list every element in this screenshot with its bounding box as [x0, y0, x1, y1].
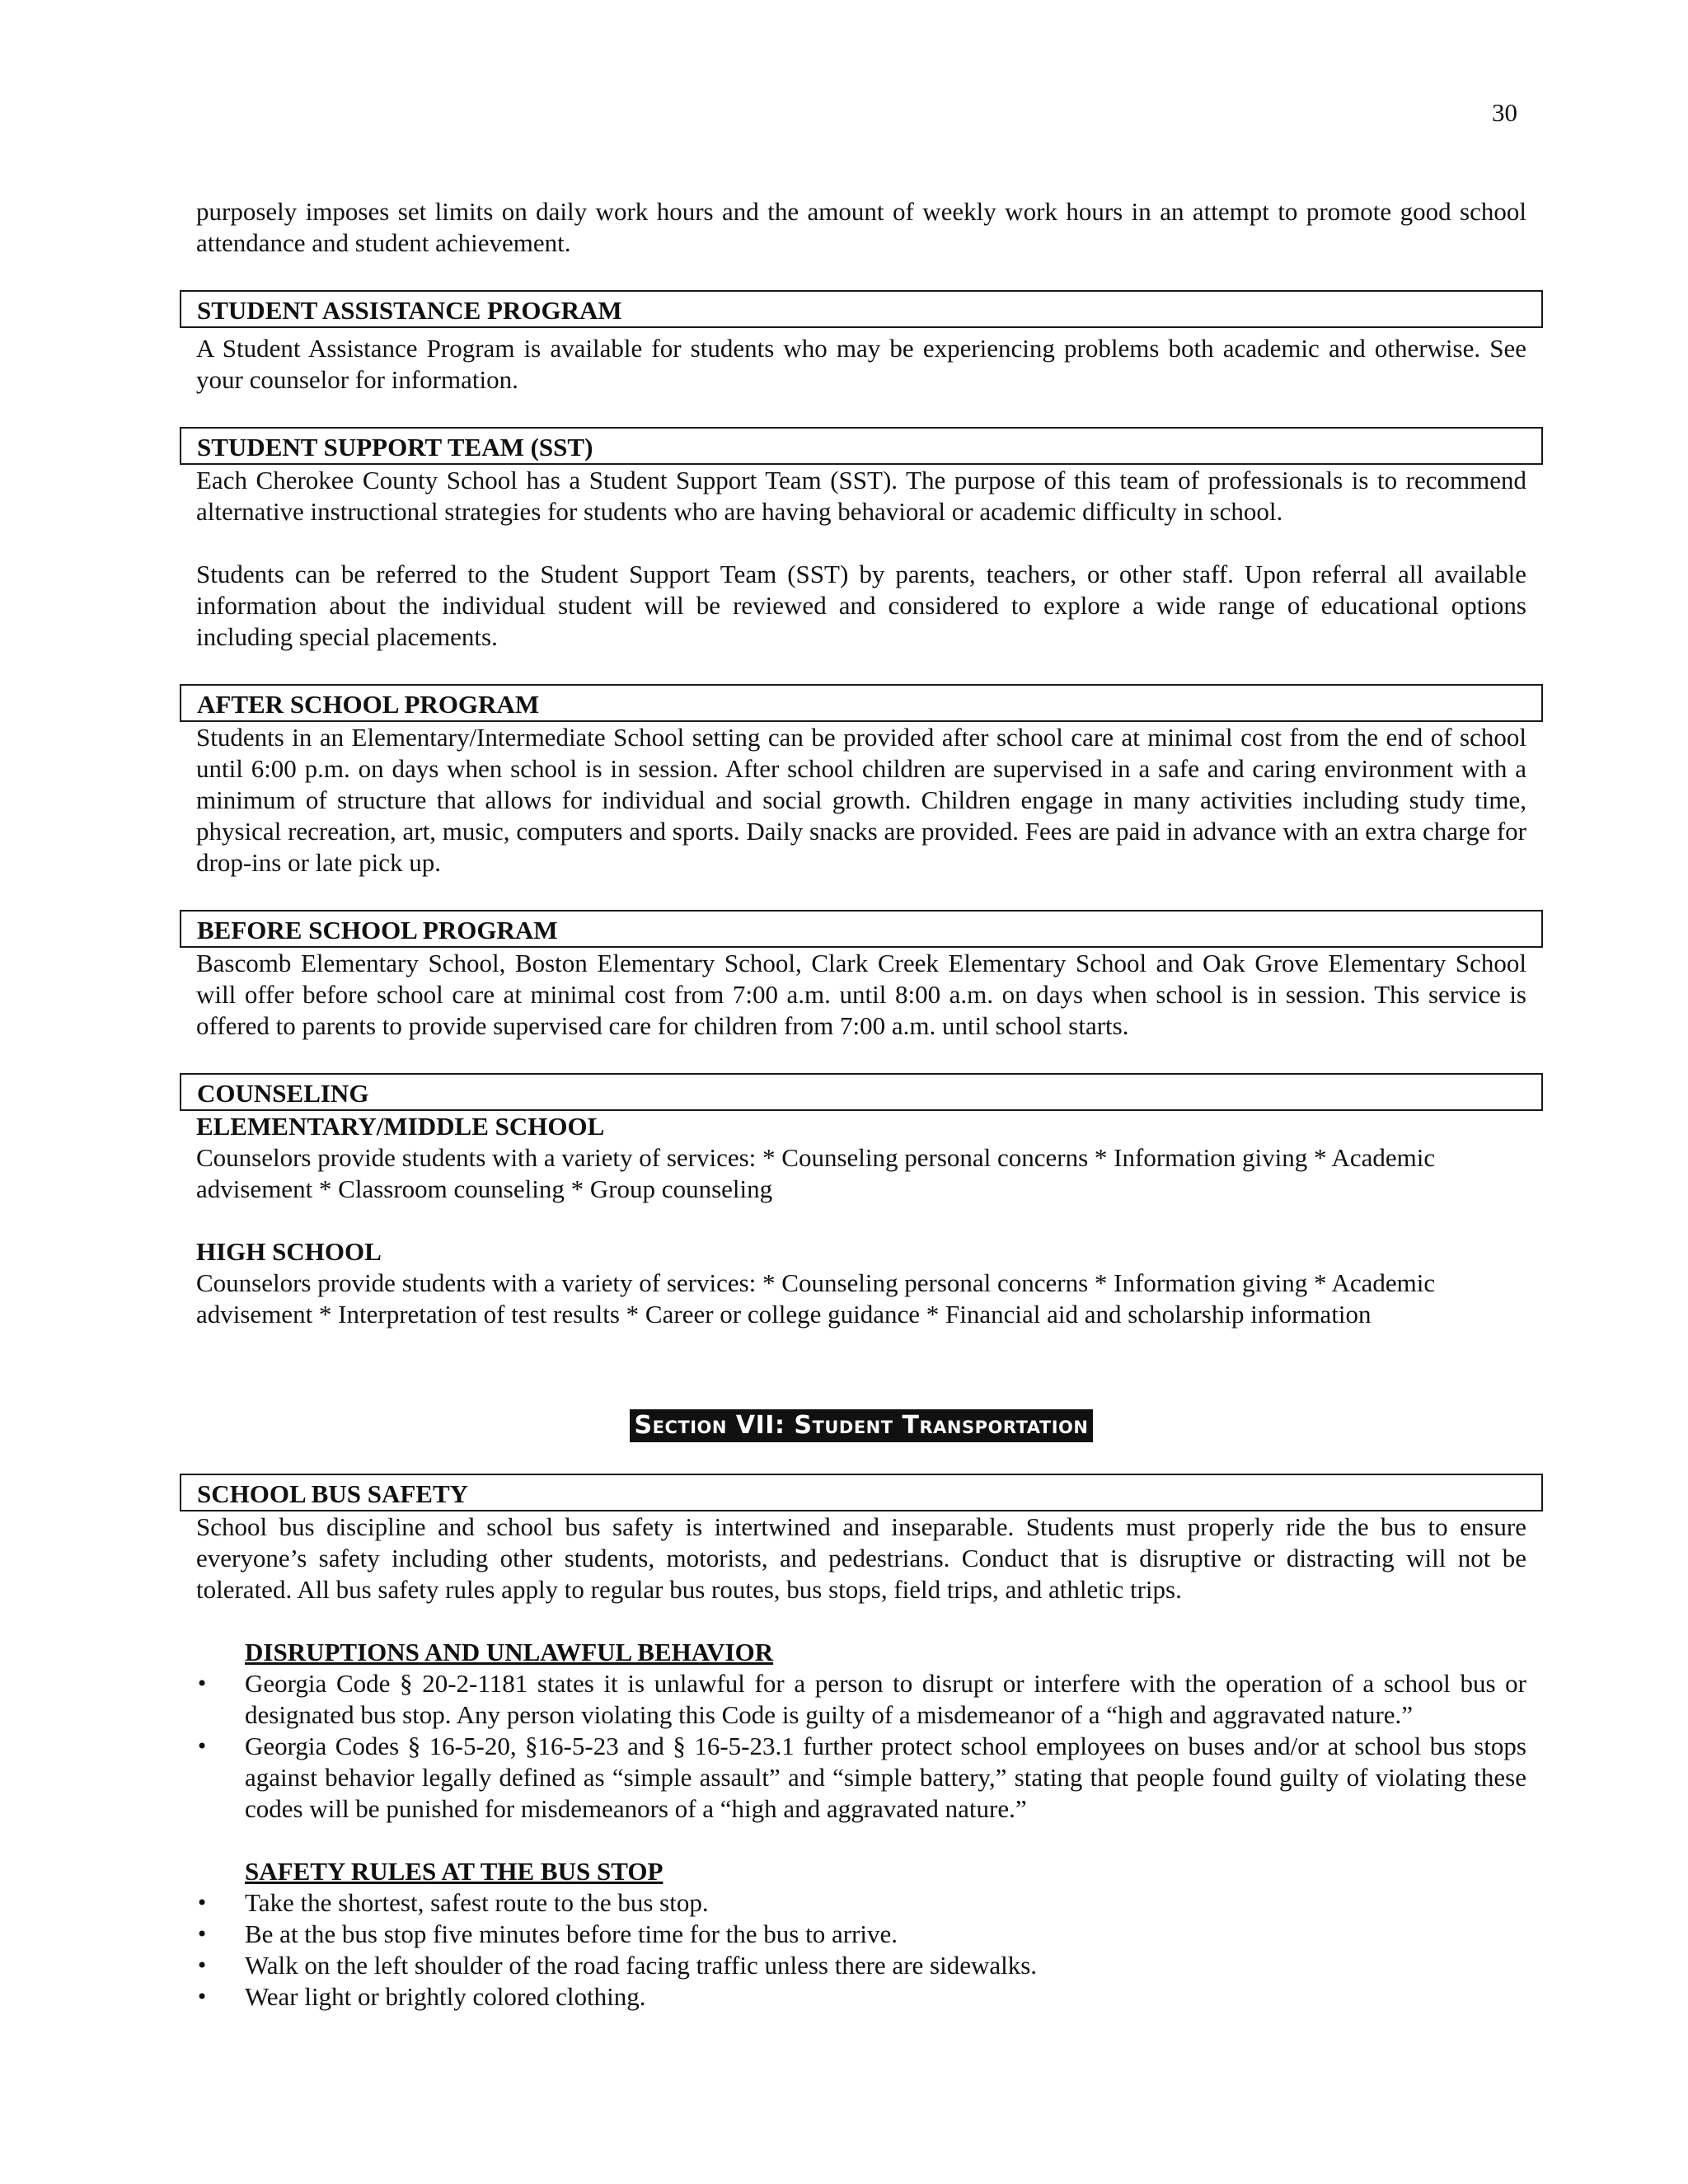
- school-bus-safety-paragraph: School bus discipline and school bus safety is intertwined and inseparable. Students must properly ride the bus to ensure everyone’s safety including other students, motorists, and pedestrians. Conduct that is disruptive or distracting will not be tolerated. All bus safety rules apply to regular bus routes, bus stops, field trips, and athletic trips.: [196, 1512, 1526, 1604]
- bullet-icon: •: [196, 1735, 209, 1758]
- bullet-icon: •: [196, 1891, 209, 1915]
- elementary-middle-paragraph: Counselors provide students with a variety of services: * Counseling personal concerns * Information giving * Academic advisement * Classroom counseling * Group counseling: [196, 1143, 1436, 1203]
- before-school-paragraph: Bascomb Elementary School, Boston Elementary School, Clark Creek Elementary School and Oak Grove Elementary School will offer before school care at minimal cost from 7:00 a.m. until 8:00 a.m. on days when school is in session. This service is offered to parents to provide supervised care for children from 7:00 a.m. until school starts.: [196, 949, 1526, 1040]
- high-school-heading: HIGH SCHOOL: [196, 1237, 382, 1266]
- list-item-text: Georgia Code § 20-2-1181 states it is unlawful for a person to disrupt or interfere with the operation of a school bus or designated bus stop. Any person violating this Code is guilty of a misdemeanor of a “high and aggravated nature.”: [245, 1669, 1526, 1729]
- school-bus-safety-heading: SCHOOL BUS SAFETY: [180, 1474, 1543, 1511]
- bullet-icon: •: [196, 1985, 209, 2008]
- disruptions-list: [196, 1668, 1526, 1825]
- section-title: Section VII: Student Transportation: [630, 1409, 1094, 1442]
- list-item: [196, 1887, 1526, 1919]
- bullet-icon: •: [196, 1672, 209, 1695]
- bus-stop-rules-heading: SAFETY RULES AT THE BUS STOP: [245, 1857, 663, 1886]
- after-school-paragraph: Students in an Elementary/Intermediate School setting can be provided after school care at minimal cost from the end of school until 6:00 p.m. on days when school is in session. After school children are supervised in a safe and caring environment with a minimum of structure that allows for individual and social growth. Children engage in many activities including study time, physical recreation, art, music, computers and sports. Daily snacks are provided. Fees are paid in advance with an extra charge for drop-ins or late pick up.: [196, 723, 1526, 877]
- student-assistance-paragraph: A Student Assistance Program is available for students who may be experiencing problems both academic and otherwise. See your counselor for information.: [196, 334, 1526, 394]
- list-item-text: Take the shortest, safest route to the bus stop.: [245, 1888, 709, 1917]
- list-item: [196, 1981, 1526, 2013]
- list-item-text: Wear light or brightly colored clothing.: [245, 1982, 646, 2011]
- sst-paragraph-1: Each Cherokee County School has a Student Support Team (SST). The purpose of this team of professionals is to recommend alternative instructional strategies for students who are having behavioral or academic difficulty in school.: [196, 466, 1526, 526]
- list-item: [196, 1668, 1526, 1731]
- intro-paragraph: purposely imposes set limits on daily work hours and the amount of weekly work hours in an attempt to promote good school attendance and student achievement.: [196, 197, 1526, 257]
- counseling-heading: COUNSELING: [180, 1073, 1543, 1111]
- list-item-text: Walk on the left shoulder of the road facing traffic unless there are sidewalks.: [245, 1951, 1038, 1980]
- page-content: [196, 196, 1526, 2013]
- before-school-heading: BEFORE SCHOOL PROGRAM: [180, 910, 1543, 948]
- disruptions-heading: DISRUPTIONS AND UNLAWFUL BEHAVIOR: [245, 1638, 774, 1666]
- page-number: 30: [1492, 98, 1517, 127]
- list-item: [196, 1731, 1526, 1825]
- list-item: [196, 1919, 1526, 1950]
- list-item: [196, 1950, 1526, 1981]
- list-item-text: Georgia Codes § 16-5-20, §16-5-23 and § 16-5-23.1 further protect school employees on buses and/or at school bus stops against behavior legally defined as “simple assault” and “simple battery,” stating that people found guilty of violating these codes will be punished for misdemeanors of a “high and aggravated nature.”: [245, 1732, 1526, 1823]
- sst-heading: STUDENT SUPPORT TEAM (SST): [180, 427, 1543, 465]
- elementary-middle-heading: ELEMENTARY/MIDDLE SCHOOL: [196, 1112, 605, 1141]
- after-school-heading: AFTER SCHOOL PROGRAM: [180, 684, 1543, 722]
- section-banner-wrap: [196, 1409, 1526, 1442]
- bullet-icon: •: [196, 1954, 209, 1977]
- student-assistance-heading: STUDENT ASSISTANCE PROGRAM: [180, 290, 1543, 328]
- list-item-text: Be at the bus stop five minutes before time for the bus to arrive.: [245, 1919, 898, 1948]
- bus-stop-rules-list: [196, 1887, 1526, 2013]
- bullet-icon: •: [196, 1923, 209, 1946]
- sst-paragraph-2: Students can be referred to the Student Support Team (SST) by parents, teachers, or other staff. Upon referral all available information about the individual student will be reviewed and considered to explore a wide range of educational options including special placements.: [196, 560, 1526, 651]
- high-school-paragraph: Counselors provide students with a variety of services: * Counseling personal concerns * Information giving * Academic advisement * Interpretation of test results * Career or college guidance * Financial aid and scholarship information: [196, 1268, 1436, 1329]
